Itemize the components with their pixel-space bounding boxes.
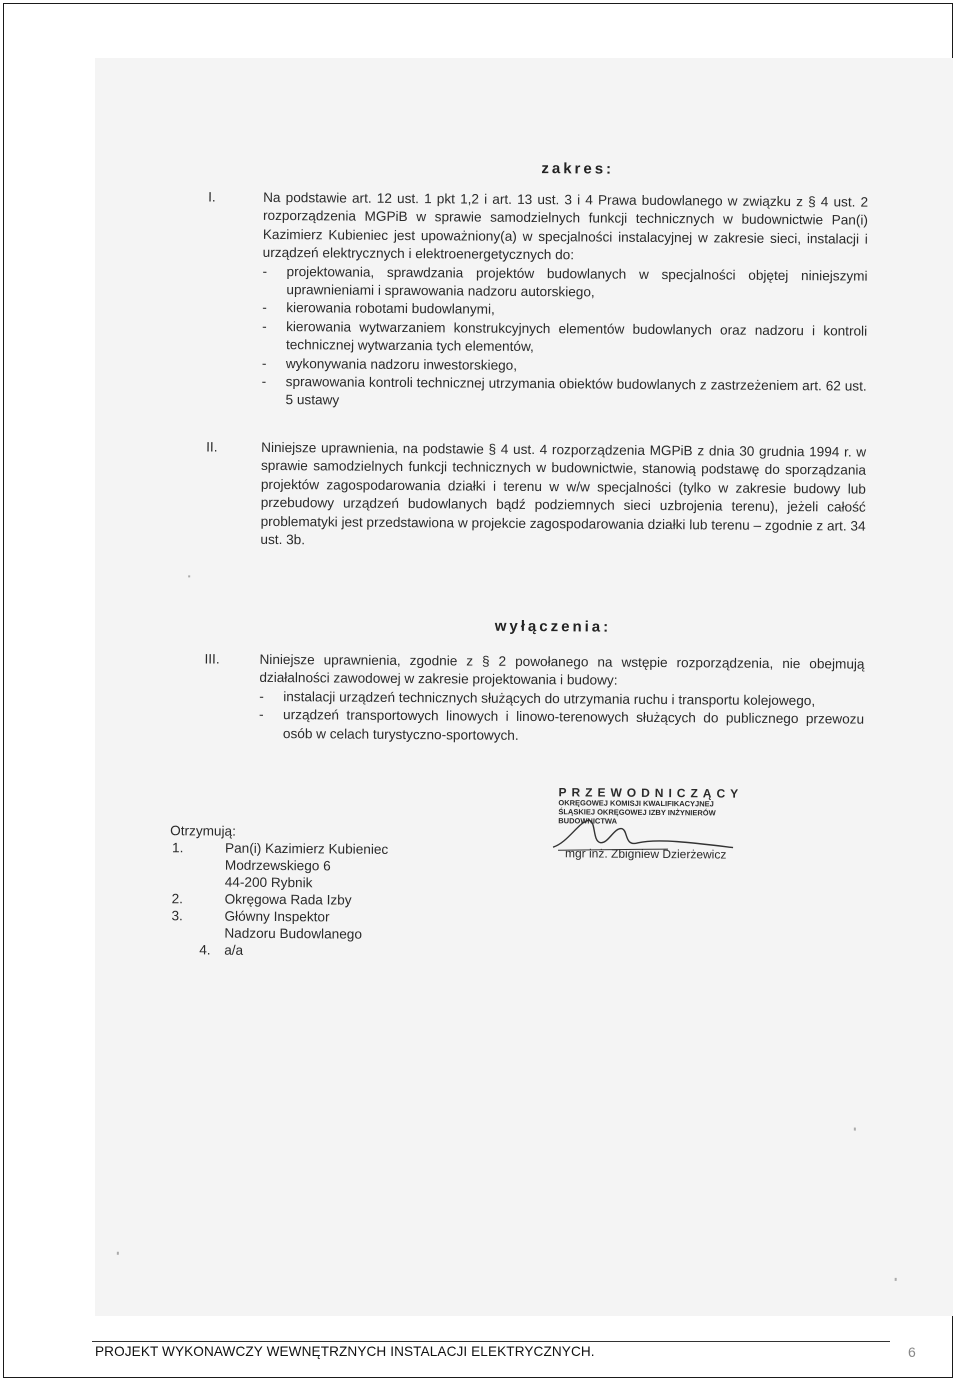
section-1 [206, 188, 868, 414]
list-item: - instalacji urządzeń technicznych służących do utrzymania ruchu i transportu kolejowego, [259, 688, 816, 709]
recipients-list [169, 822, 388, 960]
scan-speck [895, 1278, 897, 1281]
signature-stamp-line-1: OKRĘGOWEJ KOMISJI KWALIFIKACYJNEJ [558, 798, 714, 809]
footer-title: PROJEKT WYKONAWCZY WEWNĘTRZNYCH INSTALACJI ELEKTRYCZNYCH. [95, 1344, 595, 1359]
list-item: 4. a/a [199, 942, 244, 958]
recipients-heading: Otrzymują: [170, 823, 236, 839]
list-item: 1. Pan(i) Kazimierz Kubieniec Modrzewskiego 6 44-200 Rybnik [171, 840, 389, 891]
section-2 [205, 438, 866, 554]
section-3 [204, 650, 865, 747]
scan-speck [854, 1128, 856, 1131]
list-item: 3. Główny Inspektor Nadzoru Budowlanego [171, 908, 362, 942]
section-3-number: III. [204, 651, 220, 667]
heading-zakres: zakres: [541, 160, 615, 178]
section-2-number: II. [206, 439, 218, 455]
list-item: - urządzeń transportowych linowych i linowo-terenowych służących do publicznego przewozu osób w celach turystyczno-sportowych. [259, 707, 865, 743]
list-item: - wykonywania nadzoru inwestorskiego, [261, 355, 518, 373]
page-number: 6 [908, 1344, 916, 1360]
section-1-number: I. [208, 189, 216, 205]
signature-title: PRZEWODNICZĄCY [558, 785, 744, 801]
scan-speck [188, 575, 190, 577]
signature-stamp-line-2: ŚLĄSKIEJ OKRĘGOWEJ IZBY INŻYNIERÓW BUDOWNICTWA [558, 807, 716, 826]
list-item: - sprawowania kontroli technicznej utrzymania obiektów budowlanych z zastrzeżeniem art. 62 ust. 5 ustawy [261, 373, 867, 408]
heading-wylaczenia: wyłączenia: [494, 617, 612, 636]
handwritten-signature [548, 812, 748, 864]
list-item: - kierowania robotami budowlanymi, [262, 300, 495, 318]
section-2-text: Niniejsze uprawnienia, na podstawie § 4 ust. 4 rozporządzenia MGPiB z dnia 30 grudnia 1994 r. w sprawie samodzielnych funkcji technicznych w budownictwie, stanowią podstawę do sporządzania projektów zagospodarowania działki i terenu w w/w specjalności (tylko w zakresie budowy lub przebudowy urządzeń budowlanych bądź podziemnych sieci uzbrojenia terenu), jeżeli całość problematyki jest przedstawiona w projekcie zagospodarowania działki lub terenu – zgodnie z art. 34 ust. 3b. [260, 439, 867, 548]
list-item: 2. Okręgowa Rada Izby [171, 891, 352, 908]
footer-rule [92, 1341, 890, 1342]
section-3-intro: Niniejsze uprawnienia, zgodnie z § 2 powołanego na wstępie rozporządzenia, nie obejmują działalności zawodowej w zakresie projektowania i budowy: [259, 651, 865, 689]
scan-speck [117, 1252, 119, 1255]
list-item: - projektowania, sprawdzania projektów budowlanych w specjalności objętej niniejszymi uprawnieniami i sprawowania nadzoru autorskiego, [262, 263, 868, 300]
signer-name: mgr inż. Zbigniew Dzierżewicz [564, 846, 727, 862]
section-1-intro: Na podstawie art. 12 ust. 1 pkt 1,2 i art. 13 ust. 3 i 4 Prawa budowlanego w związku z § 4 ust. 2 rozporządzenia MGPiB w sprawie samodzielnych funkcji technicznych w budownictwie Pan(i) Kazimierz Kubieniec jest upoważniony(a) w specjalności instalacyjnej w zakresie sieci, instalacji i urządzeń elektrycznych i elektroenergetycznych do: [262, 189, 869, 263]
list-item: - kierowania wytwarzaniem konstrukcyjnych elementów budowlanych oraz nadzoru i kontroli technicznej wytwarzania tych elementów, [262, 318, 868, 355]
